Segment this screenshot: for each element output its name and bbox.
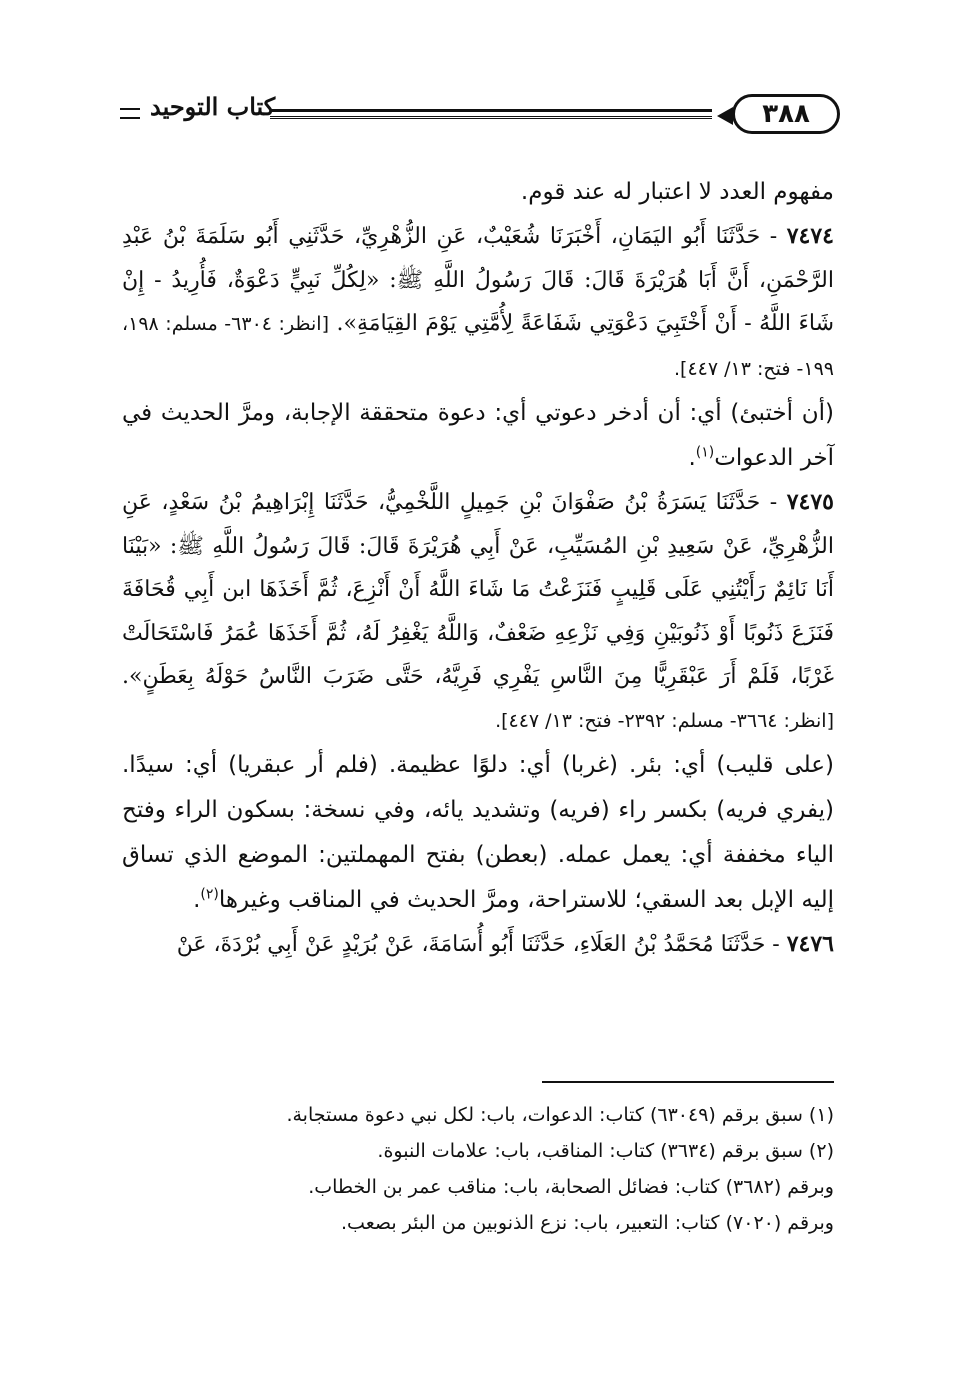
hadith-number: ٧٤٧٥: [786, 489, 834, 515]
footnote-line: وبرقم (٣٦٨٢) كتاب: فضائل الصحابة، باب: مناقب عمر بن الخطاب.: [308, 1176, 834, 1198]
footnote-line: وبرقم (٧٠٢٠) كتاب: التعبير، باب: نزع الذنوبين من البئر بصعب.: [341, 1212, 834, 1234]
commentary-2: [122, 743, 834, 923]
commentary-1: [122, 391, 834, 481]
hadith-text: حَدَّثَنَا مُحَمَّدُ بْنُ العَلَاءِ، حَدَّثَنَا أَبُو أُسَامَةَ، عَنْ بُرَيْدٍ عَنْ أَبِي بُرْدَةَ، عَنْ: [176, 932, 766, 957]
page-number: ٣٨٨: [762, 99, 810, 129]
footnote-marker: (٢): [200, 886, 219, 903]
hadith-text: حَدَّثَنَا يَسَرَةُ بْنُ صَفْوَانَ بْنِ جَمِيلٍ اللَّخْمِيُّ، حَدَّثَنَا إِبْرَاهِيمُ بْنُ سَعْدٍ، عَنِ الزُّهْرِيِّ، عَنْ سَعِيدِ بْنِ المُسَيِّبِ، عَنْ أَبِي هُرَيْرَةَ قَالَ: قَالَ رَسُولُ اللَّهِ ﷺ: «بَيْنَا أَنَا نَائِمٌ رَأَيْتُنِي عَلَى قَلِيبٍ فَنَزَعْتُ مَا شَاءَ اللَّهُ أَنْ أَنْزِعَ، ثُمَّ أَخَذَهَا ابن أَبِي قُحَافَةَ فَنَزَعَ ذَنُوبًا أَوْ ذَنُوبَيْنِ وَفِي نَزْعِهِ ضَعْفٌ، وَاللَّهُ يَغْفِرُ لَهُ، ثُمَّ أَخَذَهَا عُمَرُ فَاسْتَحَالَتْ غَرْبًا، فَلَمْ أَرَ عَبْقَرِيًّا مِنَ النَّاسِ يَفْرِي فَرِيَّهُ، حَتَّى ضَرَبَ النَّاسُ حَوْلَهُ بِعَطَنٍ».: [122, 490, 834, 689]
hadith-reference: [انظر: ٣٦٦٤- مسلم: ٢٣٩٢- فتح: ١٣/ ٤٤٧].: [495, 709, 834, 732]
dash: -: [765, 932, 780, 957]
hadith-number: ٧٤٧٦: [786, 931, 834, 957]
dash: -: [760, 224, 778, 249]
page-header: [120, 92, 840, 142]
title-ornament: [120, 108, 140, 119]
footnote-line: (١) سبق برقم (٦٣٠٤٩) كتاب: الدعوات، باب: لكل نبي دعوة مستجابة.: [286, 1104, 834, 1126]
period: .: [193, 887, 201, 913]
dash: -: [760, 490, 778, 515]
header-rule: [270, 109, 712, 117]
footnote-line: (٢) سبق برقم (٣٦٣٤) كتاب: المناقب، باب: علامات النبوة.: [377, 1140, 834, 1162]
period: .: [688, 445, 696, 471]
footnote-marker: (١): [695, 444, 715, 461]
main-text: [122, 170, 834, 967]
header-rule-thin: [270, 118, 712, 119]
hadith-7476: [122, 923, 834, 967]
hadith-text: حَدَّثَنَا أَبُو اليَمَانِ، أَخْبَرَنَا شُعَيْبٌ، عَنِ الزُّهْرِيِّ، حَدَّثَنِي أَبُو سَلَمَةَ بْنُ عَبْدِ الرَّحْمَنِ، أَنَّ أَبَا هُرَيْرَةَ قَالَ: قَالَ رَسُولُ اللَّهِ ﷺ: «لِكُلِّ نَبِيٍّ دَعْوَةٌ، فَأُرِيدُ - إِنْ شَاءَ اللَّهُ - أَنْ أَخْتَبِيَ دَعْوَتِي شَفَاعَةً لِأُمَّتِي يَوْمَ القِيَامَةِ».: [122, 224, 835, 336]
footnotes: [122, 1097, 834, 1241]
hadith-reference: [انظر: ٦٣٠٤- مسلم: ١٩٨، ١٩٩- فتح: ١٣/ ٤٤٧].: [122, 313, 834, 380]
footnote-separator: [542, 1081, 834, 1083]
intro-line: مفهوم العدد لا اعتبار له عند قوم.: [520, 179, 834, 205]
page-number-frame: [732, 94, 840, 134]
commentary-text: (على قليب) أي: بئر. (غربا) أي: دلوًا عظيمة. (فلم أر عبقريا) أي: سيدًا. (يفري فريه) بكسر راء (فريه) وتشديد يائه، وفي نسخة: بسكون الراء وفتح الياء مخففة أي: يعمل عمله. (بعطن) بفتح المهملتين: الموضع الذي تساق إليه الإبل بعد السقي؛ للاستراحة، ومرَّ الحديث في المناقب وغيرها: [122, 752, 834, 913]
commentary-text: (أن أختبئ) أي: أن أدخر دعوتي أي: دعوة متحققة الإجابة، ومرَّ الحديث في آخر الدعوات: [122, 400, 834, 471]
hadith-7475: [122, 481, 834, 743]
hadith-7474: [122, 215, 834, 391]
hadith-number: ٧٤٧٤: [786, 223, 834, 249]
book-title: كتاب التوحيد: [150, 92, 276, 121]
